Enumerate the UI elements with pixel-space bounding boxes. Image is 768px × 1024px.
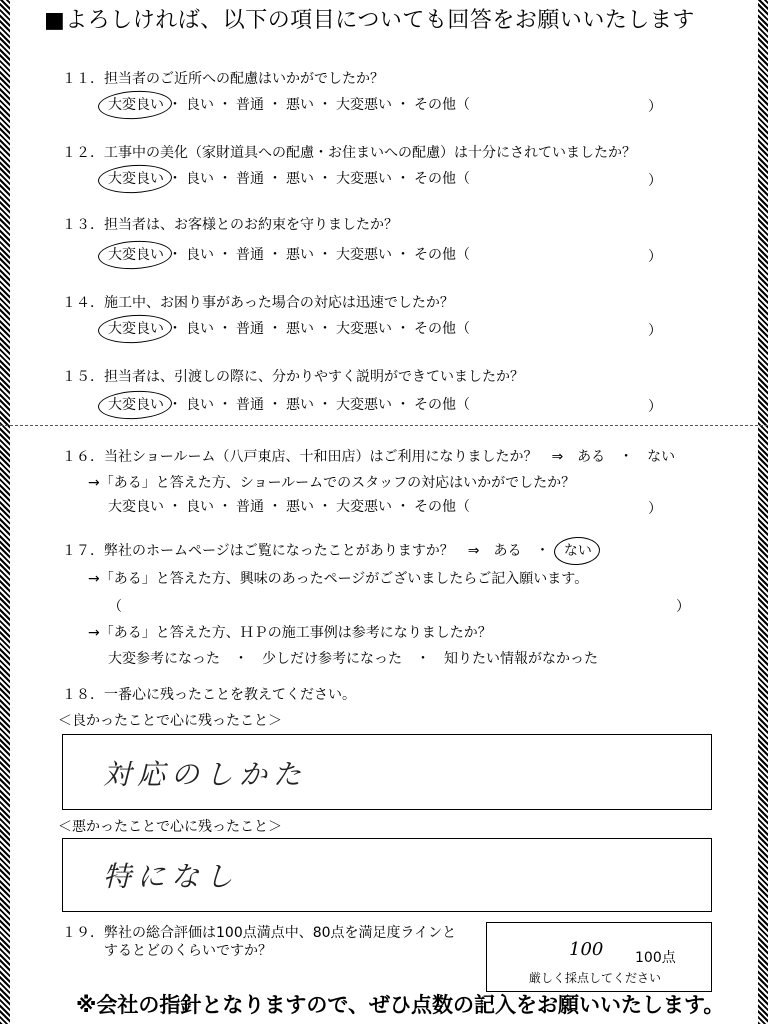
right-border — [758, 0, 768, 1024]
options-12[interactable]: 大変良い ・ 良い ・ 普通 ・ 悪い ・ 大変悪い ・ その他（ — [108, 171, 470, 187]
close-paren: ） — [648, 99, 662, 115]
question-19-line1: １９．弊社の総合評価は100点満点中、80点を満足度ラインと — [62, 925, 457, 941]
good-answer-box[interactable] — [62, 734, 712, 810]
question-12: １２．工事中の美化（家財道具への配慮・お住まいへの配慮）は十分にされていましたか？ — [62, 145, 636, 161]
close-paren: ） — [648, 249, 662, 265]
footer-note: ※会社の指針となりますので、ぜひ点数の記入をお願いいたします。 — [76, 993, 725, 1017]
close-paren: ） — [648, 173, 662, 189]
close-paren: ） — [648, 323, 662, 339]
good-label: ＜良かったことで心に残ったこと＞ — [58, 713, 282, 729]
question-19-line2: するとどのくらいですか？ — [104, 943, 272, 959]
fold-line — [0, 425, 768, 426]
option-selected[interactable]: 大変良い — [108, 397, 164, 413]
option-selected[interactable]: 大変良い — [108, 321, 164, 337]
options-14[interactable]: 大変良い ・ 良い ・ 普通 ・ 悪い ・ 大変悪い ・ その他（ — [108, 321, 470, 337]
question-16: １６．当社ショールーム（八戸東店、十和田店）はご利用になりましたか？ ⇒ ある ・ ない — [62, 449, 676, 465]
good-answer: 対応のしかた — [103, 758, 308, 791]
score-note: 厳しく採点してください — [529, 971, 662, 985]
bad-answer-box[interactable] — [62, 838, 712, 912]
question-16-sub: →「ある」と答えた方、ショールームでのスタッフの対応はいかがでしたか？ — [88, 475, 576, 491]
bad-label: ＜悪かったことで心に残ったこと＞ — [58, 819, 282, 835]
option-selected[interactable]: 大変良い — [108, 171, 164, 187]
page-title: ■よろしければ、以下の項目についても回答をお願いいたします — [44, 8, 695, 33]
option-selected[interactable]: 大変良い — [108, 97, 164, 113]
question-15: １５．担当者は、引渡しの際に、分かりやすく説明ができていましたか？ — [62, 369, 524, 385]
close-paren: ） — [648, 501, 662, 517]
question-17-sub1: →「ある」と答えた方、興味のあったページがございましたらご記入願います。 — [88, 571, 589, 587]
options-11[interactable]: 大変良い ・ 良い ・ 普通 ・ 悪い ・ 大変悪い ・ その他（ — [108, 97, 470, 113]
options-15[interactable]: 大変良い ・ 良い ・ 普通 ・ 悪い ・ 大変悪い ・ その他（ — [108, 397, 470, 413]
open-paren: （ — [108, 599, 122, 615]
close-paren: ） — [676, 599, 690, 615]
question-17: １７．弊社のホームページはご覧になったことがありますか？ ⇒ ある ・ ない — [62, 543, 592, 559]
question-13: １３．担当者は、お客様とのお約束を守りましたか？ — [62, 217, 398, 233]
option-selected[interactable]: 大変良い — [108, 247, 164, 263]
close-paren: ） — [648, 399, 662, 415]
score-written: 100 — [569, 939, 604, 960]
question-18: １８．一番心に残ったことを教えてください。 — [62, 687, 356, 703]
left-border — [0, 0, 10, 1024]
score-box[interactable] — [486, 922, 712, 992]
options-17[interactable]: 大変参考になった ・ 少しだけ参考になった ・ 知りたい情報がなかった — [108, 651, 598, 667]
question-14: １４．施工中、お困り事があった場合の対応は迅速でしたか？ — [62, 295, 454, 311]
options-16[interactable]: 大変良い ・ 良い ・ 普通 ・ 悪い ・ 大変悪い ・ その他（ — [108, 499, 470, 515]
question-11: １１．担当者のご近所への配慮はいかがでしたか？ — [62, 71, 384, 87]
bad-answer: 特になし — [103, 860, 240, 893]
answer-nai-selected[interactable]: ない — [563, 543, 592, 559]
options-13[interactable]: 大変良い ・ 良い ・ 普通 ・ 悪い ・ 大変悪い ・ その他（ — [108, 247, 470, 263]
question-17-sub2: →「ある」と答えた方、ＨＰの施工事例は参考になりましたか？ — [88, 625, 492, 641]
score-suffix: 100点 — [635, 950, 676, 966]
